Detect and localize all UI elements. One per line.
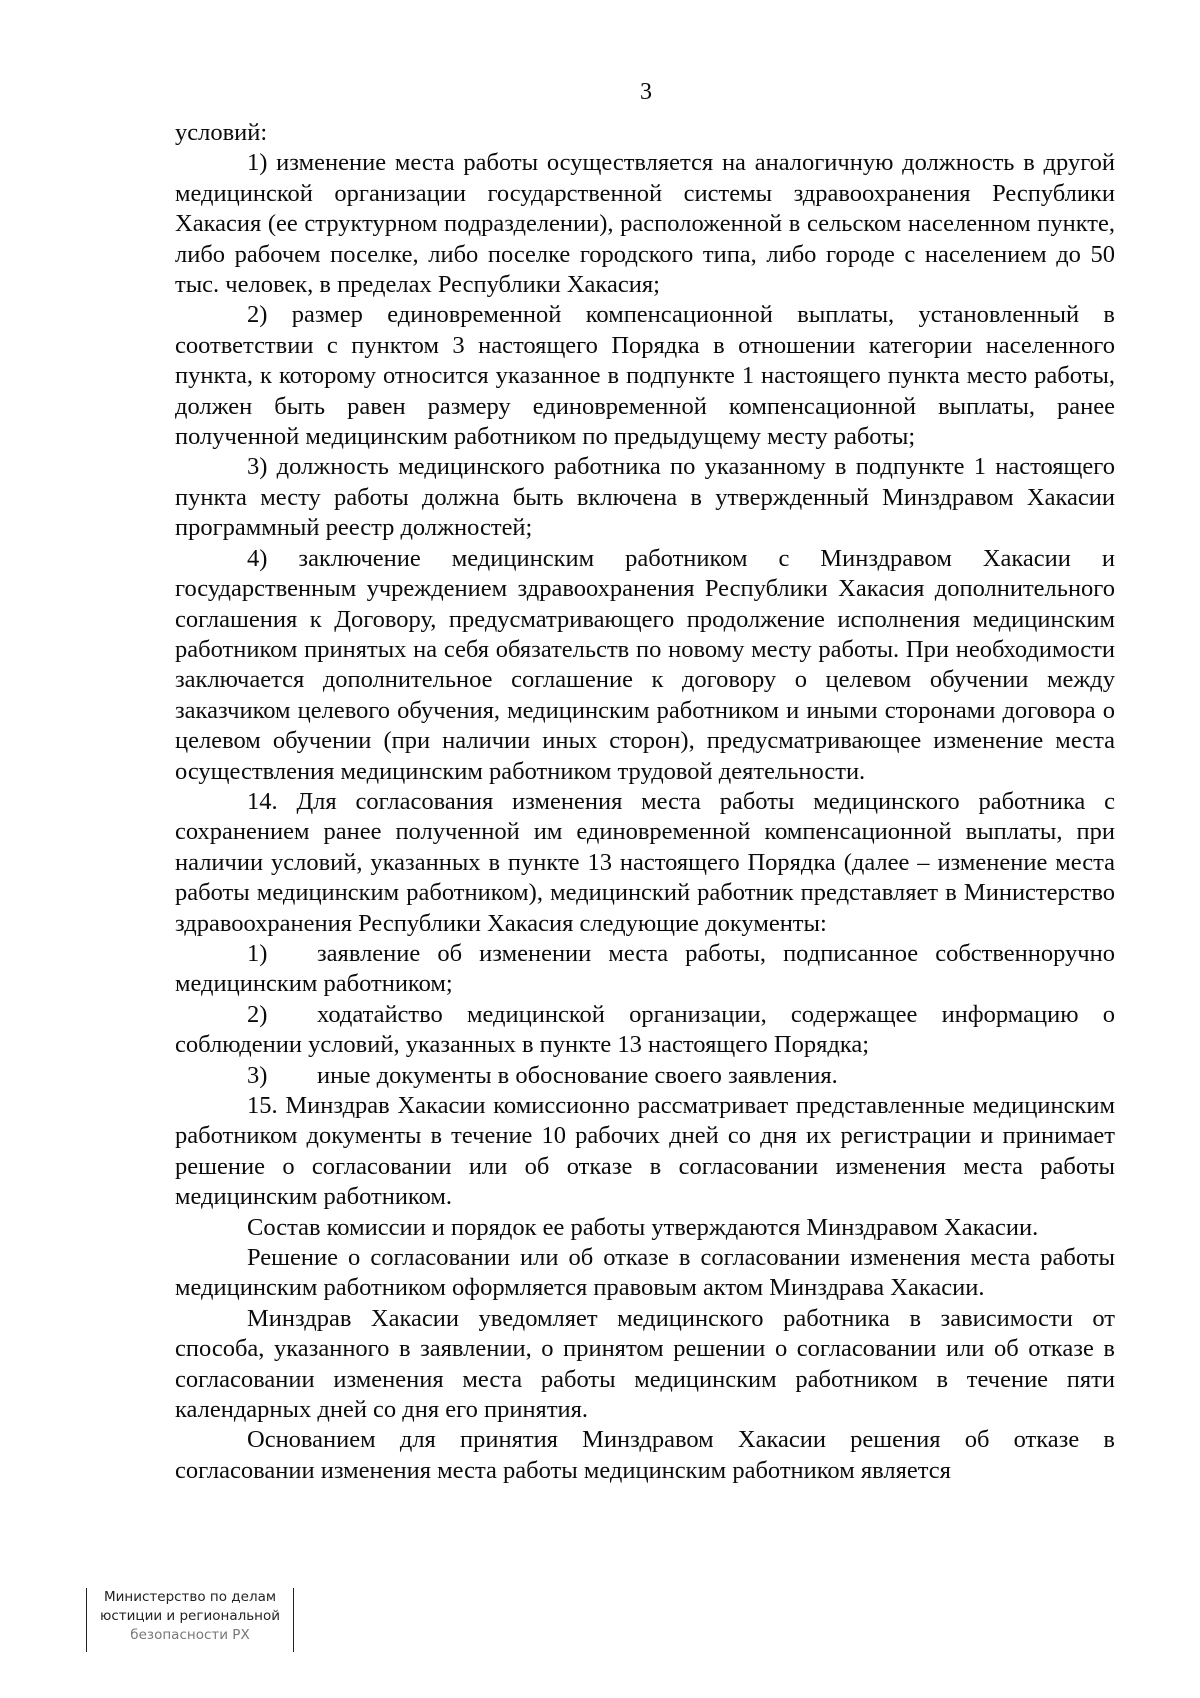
paragraph-decision: Решение о согласовании или об отказе в согласовании изменения места работы медицинским работником оформляется правовым актом Минздрава Хакасии. xyxy=(175,1244,1115,1302)
stamp-line-2: юстиции и региональной xyxy=(99,1608,281,1624)
list-number: 2) xyxy=(247,1000,268,1028)
document-list-item-1 xyxy=(175,939,1115,1000)
paragraph-condition-2: 2) размер единовременной компенсационной выплаты, установленный в соответствии с пунктом 3 настоящего Порядка в отношении категории населенного пункта, к которому относится указанное в подпункте 1 настоящего пункта место работы, должен быть равен размеру единовременной компенсационной выплаты, ранее полученной медицинским работником по предыдущему месту работы; xyxy=(175,301,1115,451)
list-text: заявление об изменении места работы, подписанное собственноручно медицинским работником; xyxy=(175,939,1115,998)
paragraph-clause-15: 15. Минздрав Хакасии комиссионно рассматривает представленные медицинским работником документы в течение 10 рабочих дней со дня их регистрации и принимает решение о согласовании или об отказе в согласовании изменения места работы медицинским работником. xyxy=(175,1092,1115,1211)
stamp-line-3: безопасности РХ xyxy=(130,1627,250,1643)
paragraph-condition-3: 3) должность медицинского работника по указанному в подпункте 1 настоящего пункта месту работы должна быть включена в утвержденный Минздравом Хакасии программный реестр должностей; xyxy=(175,453,1115,542)
list-text: иные документы в обоснование своего заявления. xyxy=(317,1061,838,1089)
paragraph-condition-4: 4) заключение медицинским работником с Минздравом Хакасии и государственным учреждением здравоохранения Республики Хакасия дополнительного соглашения к Договору, предусматривающего продолжение исполнения медицинским работником принятых на себя обязательств по новому месту работы. При необходимости заключается дополнительное соглашение к договору о целевом обучении между заказчиком целевого обучения, медицинским работником и иными сторонами договора о целевом обучении (при наличии иных сторон), предусматривающее изменение места осуществления медицинским работником трудовой деятельности. xyxy=(175,544,1115,785)
document-list-item-3 xyxy=(175,1061,1115,1091)
paragraph-commission: Состав комиссии и порядок ее работы утверждаются Минздравом Хакасии. xyxy=(247,1213,1039,1241)
registration-stamp xyxy=(86,1588,294,1652)
document-list-item-2 xyxy=(175,1000,1115,1061)
paragraph-notification: Минздрав Хакасии уведомляет медицинского работника в зависимости от способа, указанного в заявлении, о принятом решении о согласовании или об отказе в согласовании изменения места работы медицинским работником в течение пяти календарных дней со дня его принятия. xyxy=(175,1304,1115,1424)
list-number: 1) xyxy=(247,939,268,967)
list-number: 3) xyxy=(247,1061,268,1089)
list-text: ходатайство медицинской организации, содержащее информацию о соблюдении условий, указанных в пункте 13 настоящего Порядка; xyxy=(175,1000,1115,1059)
paragraph-refusal-basis: Основанием для принятия Минздравом Хакасии решения об отказе в согласовании изменения места работы медицинским работником является xyxy=(175,1426,1115,1484)
stamp-line-1: Министерство по делам xyxy=(103,1589,277,1605)
paragraph-intro: условий: xyxy=(175,119,268,146)
paragraph-condition-1: 1) изменение места работы осуществляется на аналогичную должность в другой медицинской организации государственной системы здравоохранения Республики Хакасия (ее структурном подразделении), расположенной в сельском населенном пункте, либо рабочем поселке, либо поселке городского типа, либо городе с населением до 50 тыс. человек, в пределах Республики Хакасия; xyxy=(175,149,1115,299)
document-body xyxy=(175,118,1115,1486)
page-number: 3 xyxy=(640,79,652,105)
paragraph-clause-14: 14. Для согласования изменения места работы медицинского работника с сохранением ранее полученной им единовременной компенсационной выплаты, при наличии условий, указанных в пункте 13 настоящего Порядка (далее – изменение места работы медицинским работником), медицинский работник представляет в Министерство здравоохранения Республики Хакасия следующие документы: xyxy=(175,787,1115,937)
